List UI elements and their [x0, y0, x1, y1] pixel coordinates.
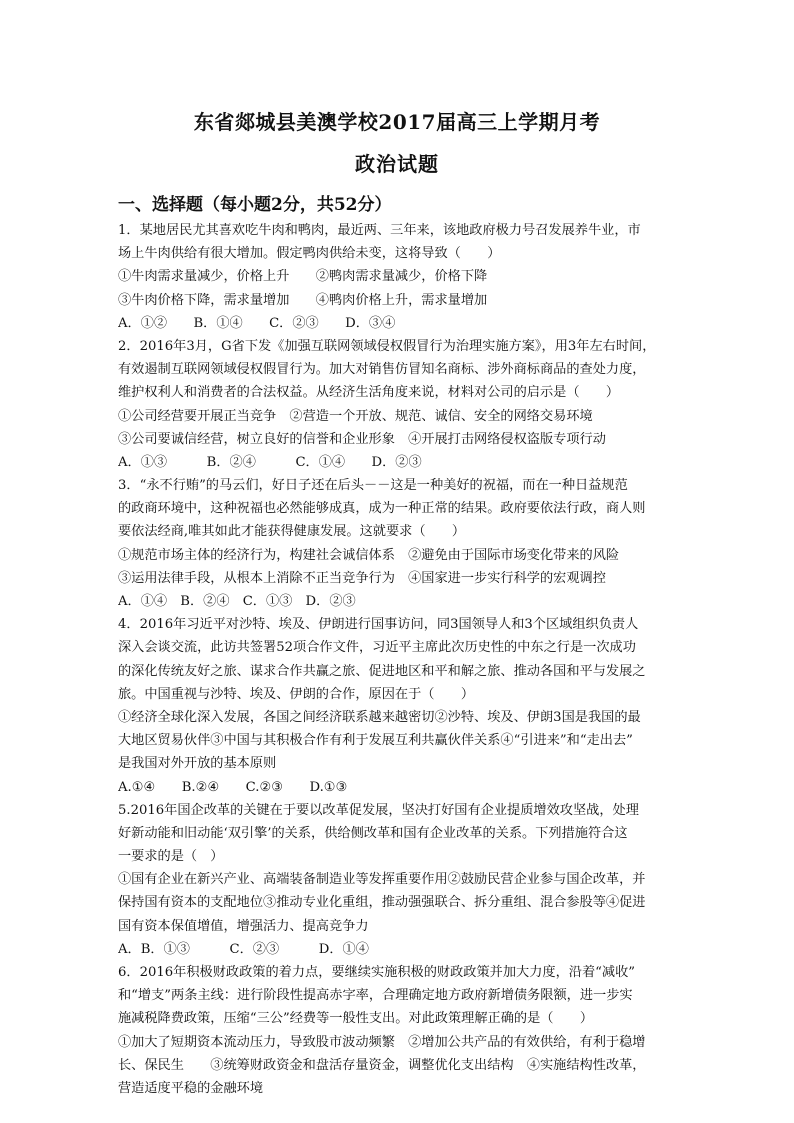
text-line: 1．某地居民尤其喜欢吃牛肉和鸭肉，最近两、三年来，该地政府极力号召发展养牛业，市	[118, 223, 641, 238]
text-line: 6．2016年积极财政政策的着力点，要继续实施积极的财政政策并加大力度，沿着“减收”	[118, 965, 635, 980]
section-heading: 一、选择题（每小题2分，共52分）	[118, 195, 392, 215]
text-line: 营造适度平稳的金融环境	[118, 1080, 264, 1096]
text-line: A．①④ B．②④ C．①③ D．②③	[118, 594, 356, 609]
exam-subtitle: 政治试题	[355, 152, 439, 176]
text-line: 2．2016年3月，G省下发《加强互联网领域侵权假冒行为治理实施方案》，用3年左右时间，	[118, 338, 656, 354]
text-line: A．①③ B．②④ C．①④ D．②③	[118, 454, 422, 470]
text-line: 大地区贸易伙伴③中国与其积极合作有利于发展互利共赢伙伴关系④“引进来”和“走出去”	[118, 733, 633, 749]
text-line: 的政商环境中，这种祝福也必然能够成真，成为一种正常的结果。政府要依法行政，商人则	[118, 501, 646, 517]
text-line: A．B．①③ C．②③ D．①④	[118, 941, 369, 957]
text-line: 5.2016年国企改革的关键在于要以改革促发展，坚决打好国有企业提质增效攻坚战，处理	[118, 802, 639, 818]
text-line: 要依法经商,唯其如此才能获得健康发展。这就要求（ ）	[118, 524, 466, 540]
text-line: 场上牛肉供给有很大增加。假定鸭肉供给未变，这将导致（ ）	[118, 246, 501, 262]
text-line: ①公司经营要开展正当竞争 ②营造一个开放、规范、诚信、安全的网络交易环境	[118, 408, 593, 424]
text-line: 3．“永不行贿”的马云们，好日子还在后头－－这是一种美好的祝福，而在一种日益规范	[118, 478, 628, 494]
text-line: 保持国有资本的支配地位③推动专业化重组，推动强强联合、拆分重组、混合参股等④促进	[118, 895, 646, 911]
text-line: ③运用法律手段，从根本上消除不正当竞争行为 ④国家进一步实行科学的宏观调控	[118, 570, 606, 586]
question-body	[118, 219, 684, 1100]
text-line: 维护权利人和消费者的合法权益。从经济生活角度来说，材料对公司的启示是（ ）	[118, 385, 620, 401]
text-line: 的深化传统友好之旅、谋求合作共赢之旅、促进地区和平和解之旅、推动各国和平与发展之	[118, 663, 646, 679]
text-line: ①加大了短期资本流动压力，导致股市波动频繁 ②增加公共产品的有效供给，有利于稳增	[118, 1034, 646, 1050]
text-line: 和“增支”两条主线：进行阶段性提高赤字率，合理确定地方政府新增债务限额，进一步实	[118, 988, 633, 1004]
text-line: A.①④ B.②④ C.②③ D.①③	[118, 779, 348, 795]
text-line: 有效遏制互联网领域侵权假冒行为。加大对销售仿冒知名商标、涉外商标商品的查处力度，	[118, 362, 646, 378]
text-line: 深入会谈交流，此访共签署52项合作文件，习近平主席此次历史性的中东之行是一次成功	[118, 640, 636, 656]
text-line: ③公司要诚信经营，树立良好的信誉和企业形象 ④开展打击网络侵权盗版专项行动	[118, 431, 606, 447]
text-line: 旅。中国重视与沙特、埃及、伊朗的合作，原因在于（ ）	[118, 686, 475, 702]
text-line: ①经济全球化深入发展，各国之间经济联系越来越密切②沙特、埃及、伊朗3国是我国的最	[118, 709, 641, 725]
text-line: 4．2016年习近平对沙特、埃及、伊朗进行国事访问，同3国领导人和3个区域组织负责人	[118, 617, 639, 633]
text-line: 长、保民生 ③统筹财政资金和盘活存量资金，调整优化支出结构 ④实施结构性改革，	[118, 1057, 646, 1073]
text-line: ①规范市场主体的经济行为，构建社会诚信体系 ②避免由于国际市场变化带来的风险	[118, 547, 620, 563]
text-line: ③牛肉价格下降，需求量增加 ④鸭肉价格上升，需求量增加	[118, 292, 488, 308]
text-line: 是我国对外开放的基本原则	[118, 756, 277, 772]
text-line: 好新动能和旧动能‘双引擎’的关系，供给侧改革和国有企业改革的关系。下列措施符合这	[118, 825, 628, 841]
text-line: ①牛肉需求量减少，价格上升 ②鸭肉需求量减少，价格下降	[118, 269, 488, 285]
exam-title: 东省郯城县美澳学校2017届高三上学期月考	[193, 110, 601, 134]
text-line: 国有资本保值增值，增强活力、提高竞争力	[118, 918, 369, 934]
text-line: 一要求的是（ ）	[118, 849, 224, 865]
text-line: A．①② B．①④ C．②③ D．③④	[118, 315, 396, 331]
text-line: 施减税降费政策，压缩“三公”经费等一般性支出。对此政策理解正确的是（ ）	[118, 1011, 594, 1027]
text-line: ①国有企业在新兴产业、高端装备制造业等发挥重要作用②鼓励民营企业参与国企改革，并	[118, 872, 646, 888]
